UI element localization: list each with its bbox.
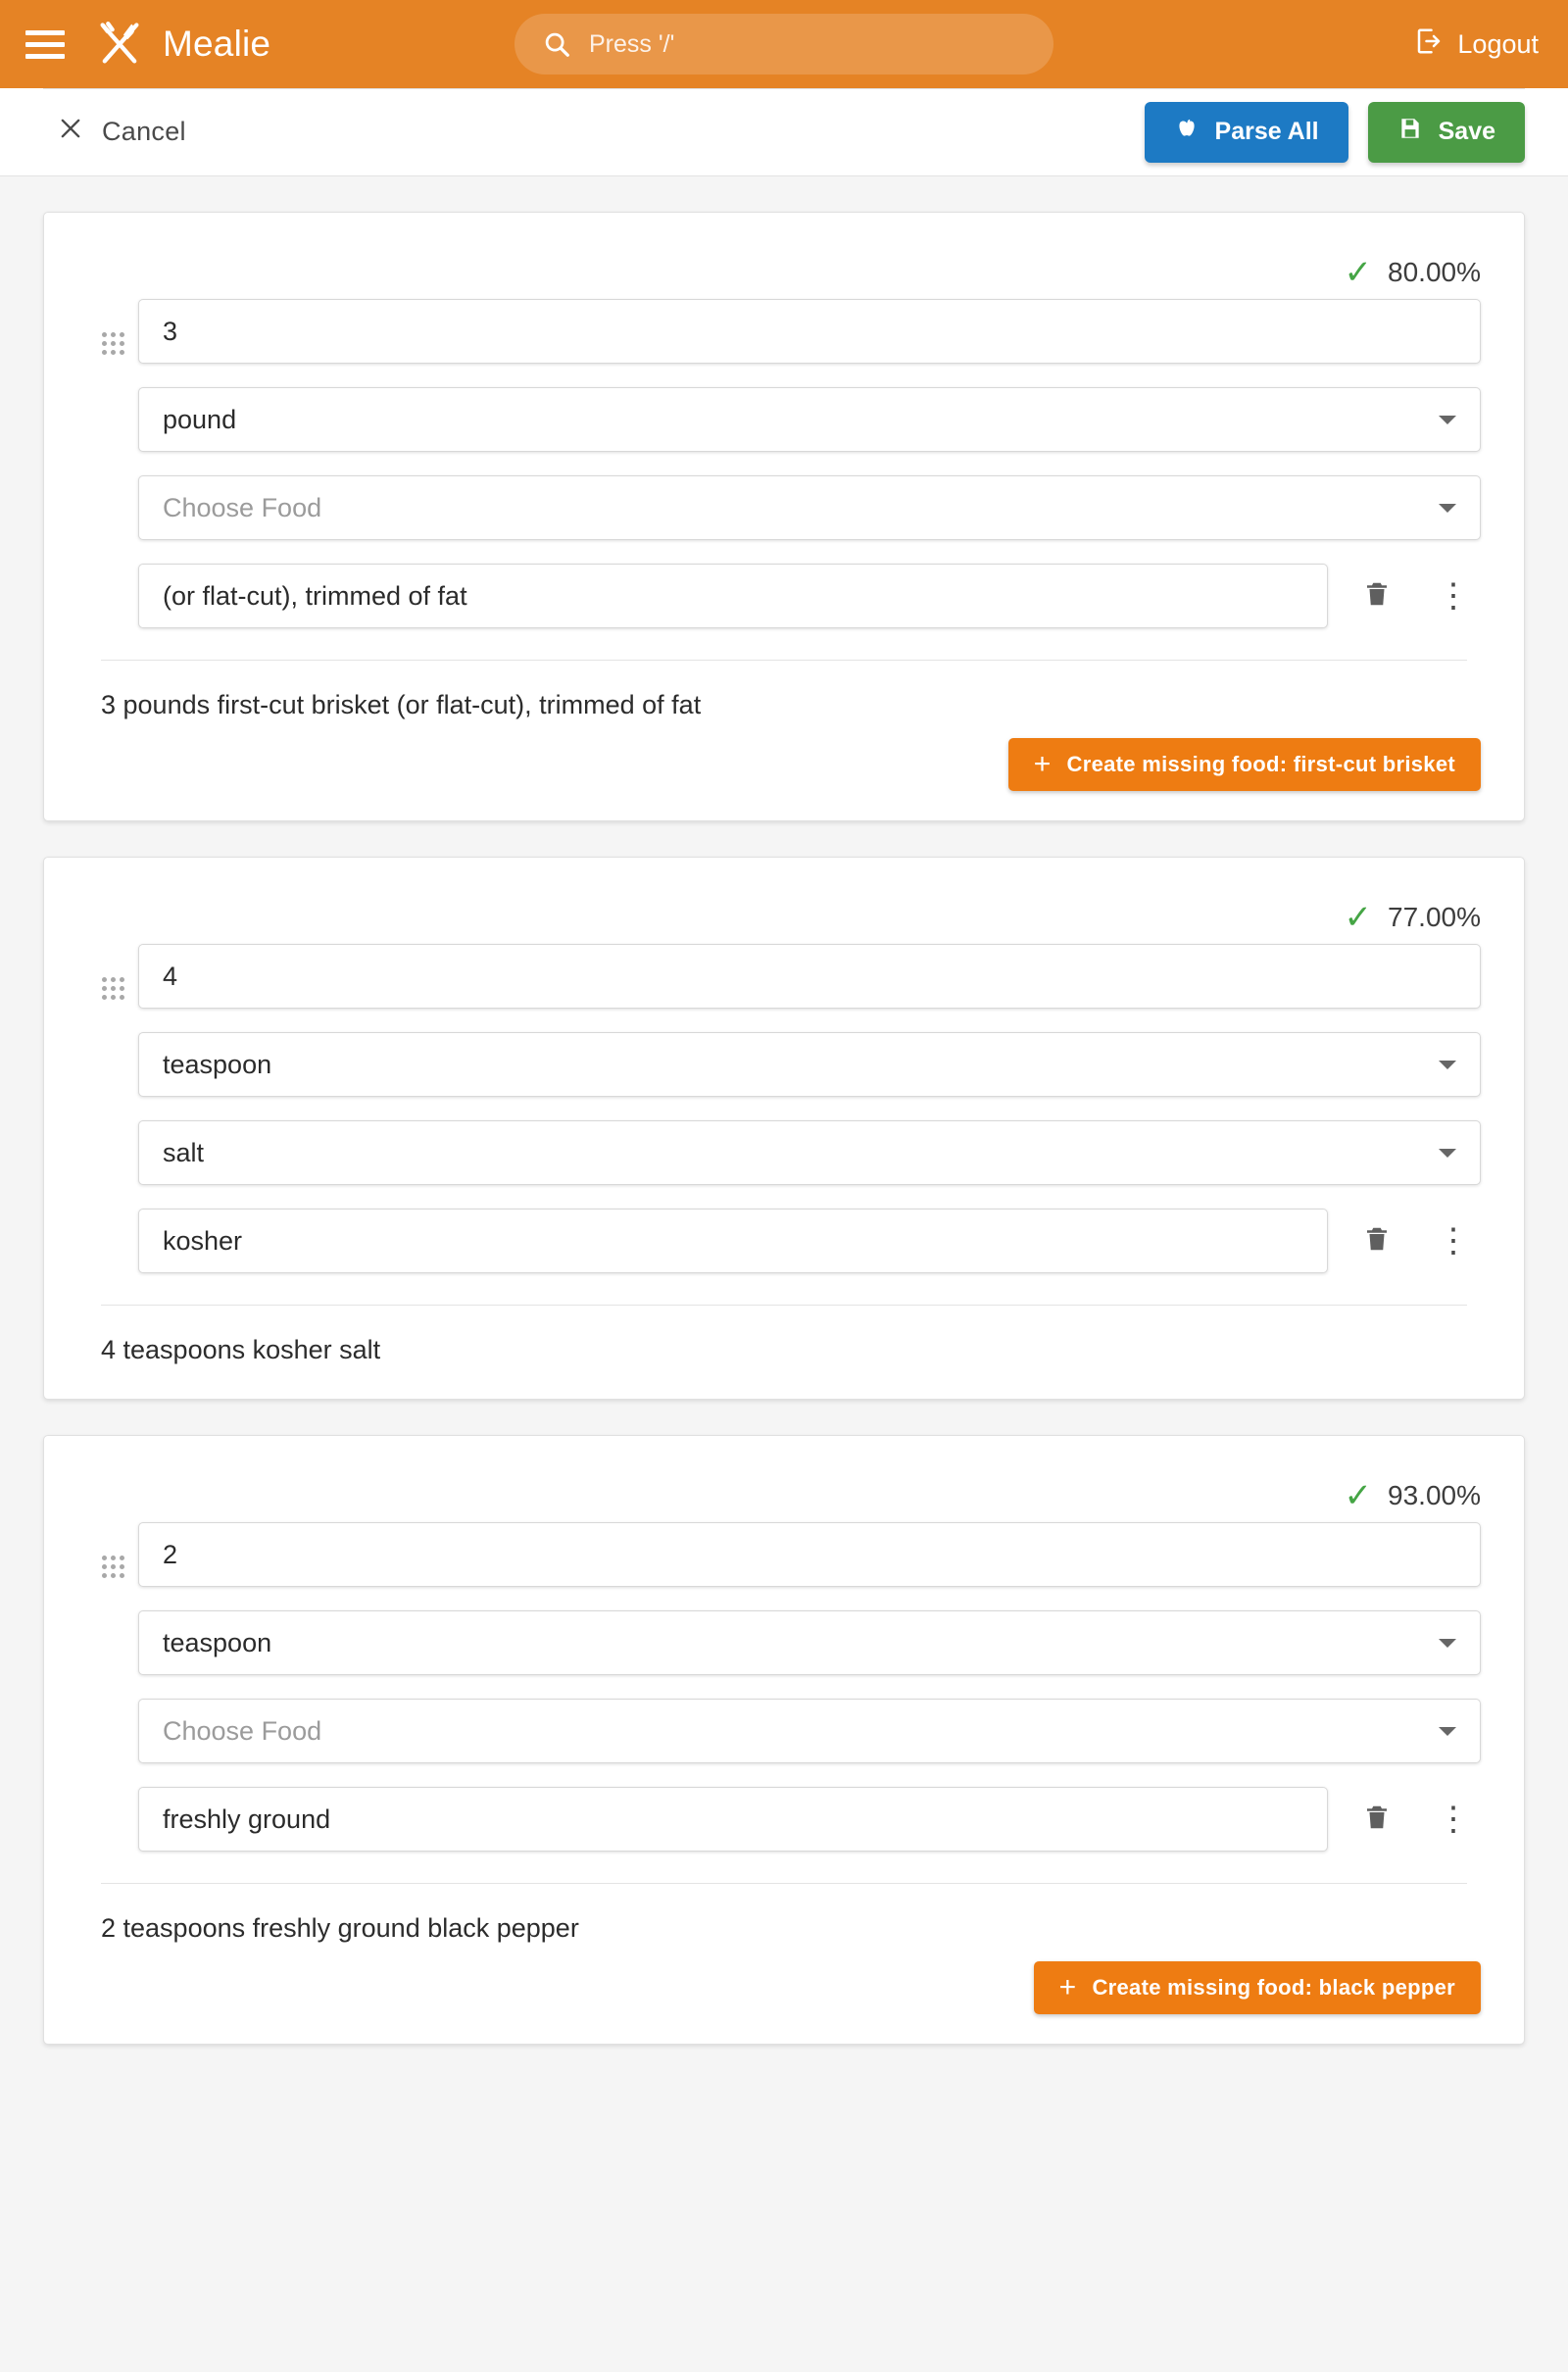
trash-icon xyxy=(1362,579,1392,614)
save-button[interactable] xyxy=(1368,102,1525,163)
unit-value: pound xyxy=(163,404,237,434)
confidence-value: 80.00% xyxy=(1388,257,1481,287)
kebab-menu-icon: ⋮ xyxy=(1437,1801,1470,1838)
food-placeholder: Choose Food xyxy=(163,1715,322,1746)
confidence-row xyxy=(87,891,1481,944)
food-row xyxy=(87,475,1481,564)
check-icon: ✓ xyxy=(1344,254,1373,291)
delete-button[interactable] xyxy=(1349,568,1404,623)
unit-select[interactable] xyxy=(138,1032,1481,1097)
delete-button[interactable] xyxy=(1349,1213,1404,1268)
food-select[interactable] xyxy=(138,1120,1481,1185)
close-icon xyxy=(57,115,84,149)
save-label: Save xyxy=(1438,118,1495,145)
trash-icon xyxy=(1362,1803,1392,1837)
quantity-row xyxy=(87,299,1481,387)
chevron-down-icon xyxy=(1439,1639,1456,1648)
plus-icon: + xyxy=(1058,1971,1077,2003)
toolbar-actions xyxy=(1145,102,1525,163)
note-value: kosher xyxy=(163,1225,243,1256)
unit-row xyxy=(87,1032,1481,1120)
food-placeholder: Choose Food xyxy=(163,492,322,522)
note-input[interactable] xyxy=(138,1787,1328,1852)
check-icon: ✓ xyxy=(1344,1477,1373,1514)
search-input[interactable] xyxy=(514,14,1054,74)
chevron-down-icon xyxy=(1439,1727,1456,1736)
logout-label: Logout xyxy=(1457,28,1539,59)
cancel-label: Cancel xyxy=(102,117,186,146)
app-bar xyxy=(0,0,1568,88)
original-text: 2 teaspoons freshly ground black pepper xyxy=(101,1913,579,1943)
parse-all-label: Parse All xyxy=(1214,118,1319,145)
confidence-value: 77.00% xyxy=(1388,902,1481,932)
save-disk-icon xyxy=(1397,116,1423,148)
unit-row xyxy=(87,1610,1481,1699)
unit-row xyxy=(87,387,1481,475)
quantity-input[interactable] xyxy=(138,1522,1481,1587)
editor-toolbar xyxy=(0,88,1568,176)
ingredient-card xyxy=(43,857,1525,1400)
unit-value: teaspoon xyxy=(163,1049,272,1079)
app-title: Mealie xyxy=(163,24,271,64)
ingredient-list xyxy=(0,176,1568,2119)
create-missing-food-label: Create missing food: black pepper xyxy=(1092,1975,1455,2000)
note-value: (or flat-cut), trimmed of fat xyxy=(163,580,467,611)
kebab-menu-icon: ⋮ xyxy=(1437,577,1470,615)
more-options-button[interactable] xyxy=(1426,1213,1481,1268)
create-food-row xyxy=(87,1948,1481,2014)
drag-handle-icon[interactable] xyxy=(87,977,138,1000)
unit-select[interactable] xyxy=(138,1610,1481,1675)
drag-handle-icon[interactable] xyxy=(87,1556,138,1578)
unit-select[interactable] xyxy=(138,387,1481,452)
quantity-value: 2 xyxy=(163,1539,178,1569)
logout-button[interactable] xyxy=(1414,26,1539,63)
search-icon xyxy=(542,29,571,59)
more-options-button[interactable] xyxy=(1426,1792,1481,1847)
note-value: freshly ground xyxy=(163,1804,331,1834)
mealie-logo-icon xyxy=(94,19,145,70)
unit-value: teaspoon xyxy=(163,1627,272,1657)
food-value: salt xyxy=(163,1137,205,1167)
note-input[interactable] xyxy=(138,564,1328,628)
note-input[interactable] xyxy=(138,1209,1328,1273)
food-row xyxy=(87,1120,1481,1209)
logout-icon xyxy=(1414,26,1444,63)
confidence-row xyxy=(87,1469,1481,1522)
trash-icon xyxy=(1362,1224,1392,1259)
drag-handle-icon[interactable] xyxy=(87,332,138,355)
create-food-row xyxy=(87,724,1481,791)
note-row xyxy=(87,1209,1481,1273)
create-missing-food-button[interactable] xyxy=(1008,738,1481,791)
confidence-value: 93.00% xyxy=(1388,1480,1481,1510)
food-select[interactable] xyxy=(138,475,1481,540)
kebab-menu-icon: ⋮ xyxy=(1437,1222,1470,1260)
create-missing-food-button[interactable] xyxy=(1034,1961,1481,2014)
food-select[interactable] xyxy=(138,1699,1481,1763)
chevron-down-icon xyxy=(1439,1061,1456,1069)
confidence-row xyxy=(87,246,1481,299)
check-icon: ✓ xyxy=(1344,899,1373,936)
note-row xyxy=(87,564,1481,628)
quantity-input[interactable] xyxy=(138,944,1481,1009)
note-row xyxy=(87,1787,1481,1852)
more-options-button[interactable] xyxy=(1426,568,1481,623)
chevron-down-icon xyxy=(1439,1149,1456,1158)
delete-button[interactable] xyxy=(1349,1792,1404,1847)
food-apple-icon xyxy=(1174,116,1200,148)
chevron-down-icon xyxy=(1439,504,1456,513)
quantity-input[interactable] xyxy=(138,299,1481,364)
parse-all-button[interactable] xyxy=(1145,102,1348,163)
quantity-row xyxy=(87,944,1481,1032)
ingredient-card xyxy=(43,212,1525,821)
quantity-value: 4 xyxy=(163,961,178,991)
ingredient-card xyxy=(43,1435,1525,2045)
cancel-button[interactable] xyxy=(57,115,186,149)
food-row xyxy=(87,1699,1481,1787)
search-placeholder: Press '/' xyxy=(589,29,675,58)
original-text: 4 teaspoons kosher salt xyxy=(101,1335,381,1364)
quantity-row xyxy=(87,1522,1481,1610)
create-missing-food-label: Create missing food: first-cut brisket xyxy=(1066,752,1455,776)
quantity-value: 3 xyxy=(163,316,178,346)
original-text: 3 pounds first-cut brisket (or flat-cut), trimmed of fat xyxy=(101,690,702,719)
menu-icon[interactable] xyxy=(25,23,69,66)
chevron-down-icon xyxy=(1439,416,1456,424)
plus-icon: + xyxy=(1033,748,1052,780)
